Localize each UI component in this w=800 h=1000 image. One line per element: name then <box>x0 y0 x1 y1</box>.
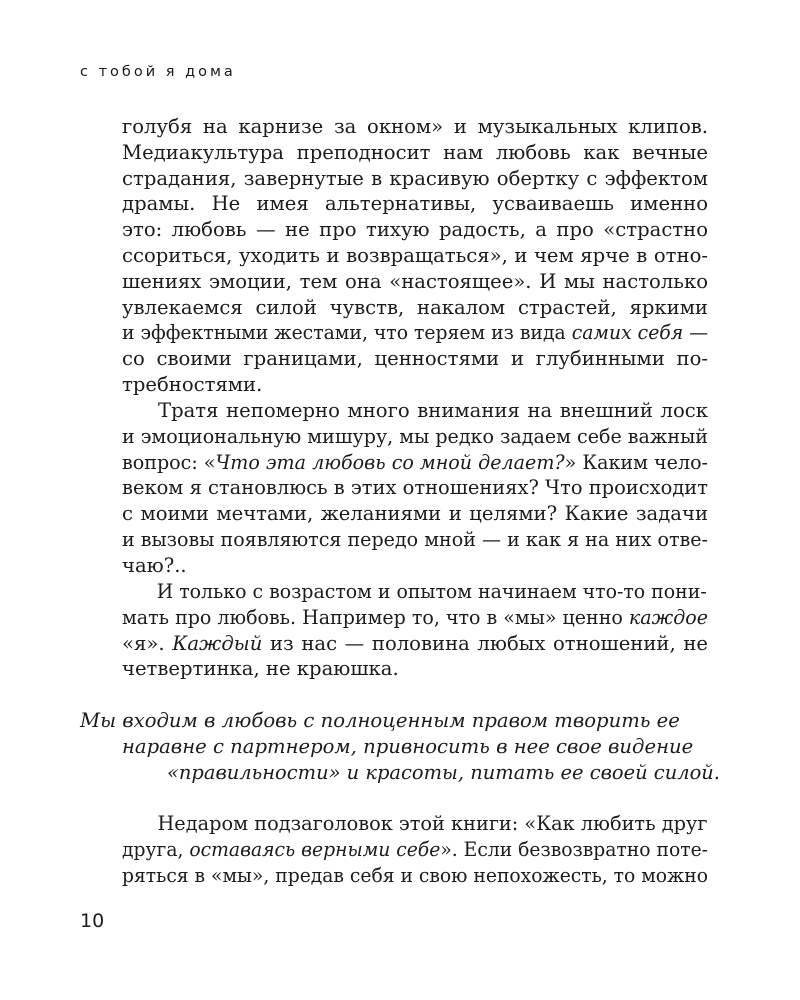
text-run: — <box>683 321 708 345</box>
paragraph-4 <box>122 811 708 888</box>
text-line: Недаром подзаголовок этой книги: «Как любить друг <box>157 812 708 835</box>
paragraph-3 <box>122 579 708 682</box>
text-line: Медиакультура преподносит нам любовь как вечные <box>122 140 708 164</box>
text-line: ссориться, уходить и возвращаться», и чем ярче в отно- <box>122 243 708 267</box>
text-line: голубя на карнизе за окном» и музыкальных клипов. <box>122 115 708 138</box>
text-line: И только с возрастом и опытом начинаем что-то пони- <box>156 580 707 603</box>
text-line <box>122 320 708 346</box>
italic-emphasis: Что эта любовь со мной делает? <box>215 450 565 474</box>
italic-emphasis: каждое <box>628 605 708 629</box>
text-line <box>122 631 708 657</box>
pull-quote-line: «правильности» и красоты, питать ее своей силой. <box>167 761 720 784</box>
text-line: это: любовь — не про тихую радость, а про «страстно <box>122 218 708 242</box>
text-run: «я». <box>122 631 173 655</box>
text-line: требностями. <box>122 372 263 396</box>
italic-emphasis: самих себя <box>571 321 684 345</box>
text-line: с моими мечтами, желаниями и целями? Какие задачи <box>122 502 708 526</box>
text-line: шениях эмоции, тем она «настоящее». И мы настолько <box>122 269 708 293</box>
text-run: из нас — половина любых отношений, не <box>262 631 708 655</box>
text-line: веком я становлюсь в этих отношениях? Что происходит <box>122 476 708 500</box>
text-line <box>122 450 708 476</box>
text-line <box>122 605 708 631</box>
text-line: страдания, завернутые в красивую обертку с эффектом <box>122 166 708 190</box>
text-line <box>122 837 708 863</box>
text-line: чаю?.. <box>122 553 187 577</box>
text-run: друга, <box>122 837 190 861</box>
pull-quote-line: Мы входим в любовь с полноценным правом творить ее <box>80 709 680 732</box>
paragraph-2 <box>122 398 708 579</box>
running-head: с тобой я дома <box>80 64 236 80</box>
text-line: и эмоциональную мишуру, мы редко задаем себе важный <box>122 424 708 448</box>
text-line: ряться в «мы», предав себя и свою непохожесть, то можно <box>122 863 708 887</box>
text-line: драмы. Не имея альтернативы, усваиваешь именно <box>122 192 708 216</box>
pull-quote-line: наравне с партнером, привносить в нее свое видение <box>122 735 694 758</box>
text-line: со своими границами, ценностями и глубинными по- <box>122 347 708 371</box>
text-run: мать про любовь. Например то, что в «мы» ценно <box>122 605 629 629</box>
text-line: четвертинка, не краюшка. <box>122 657 399 681</box>
italic-emphasis: Каждый <box>172 631 263 655</box>
text-run: и эффектными жестами, что теряем из вида <box>122 321 572 345</box>
text-run: ». Если безвозвратно поте- <box>440 837 708 861</box>
text-line: увлекаемся силой чувств, накалом страстей, яркими <box>122 295 708 319</box>
page-number: 10 <box>80 910 105 932</box>
italic-emphasis: оставаясь верными себе <box>189 837 441 861</box>
paragraph-1 <box>122 114 708 398</box>
text-line: Тратя непомерно много внимания на внешний лоск <box>158 399 708 422</box>
text-run: » Каким чело- <box>564 450 708 474</box>
text-line: и вызовы появляются передо мной — и как я на них отве- <box>122 527 708 551</box>
text-run: вопрос: « <box>122 450 216 474</box>
